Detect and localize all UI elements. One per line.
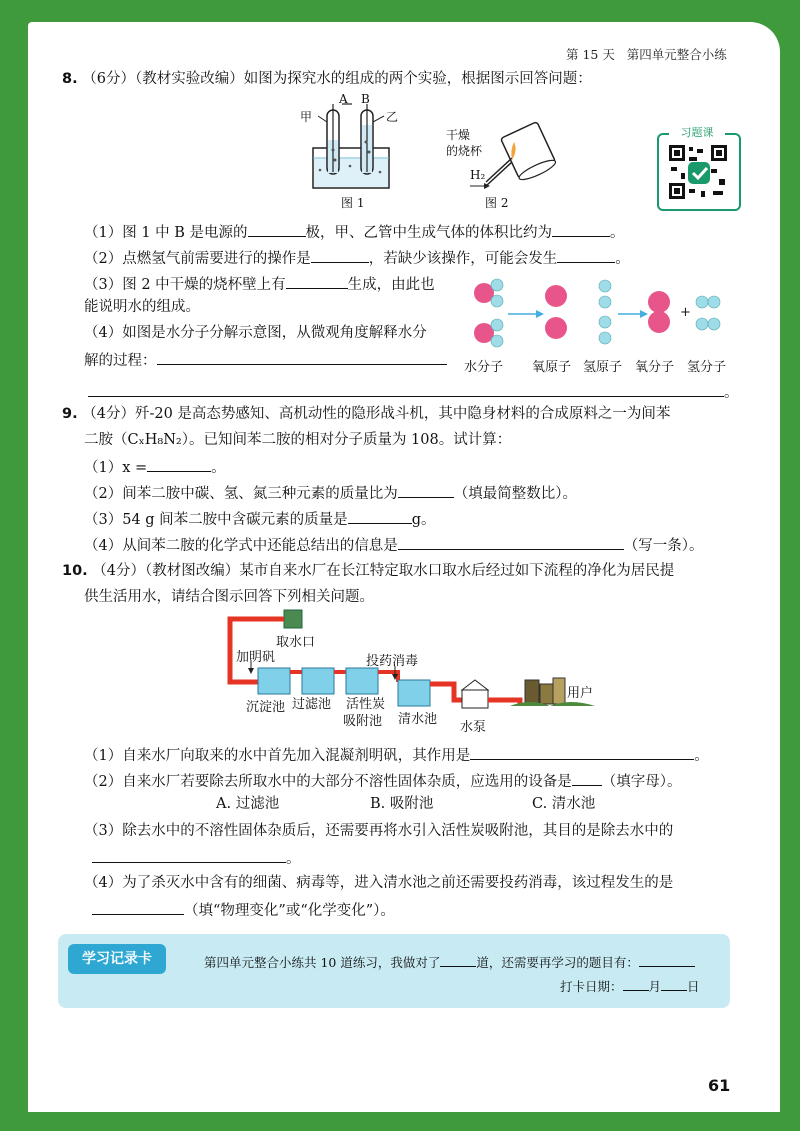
record-blank-correct[interactable] <box>440 954 476 967</box>
q10-blank-2[interactable] <box>572 771 602 786</box>
flow-intake-label: 取水口 <box>276 635 316 650</box>
q9-part3: （3）54 g 间苯二胺中含碳元素的质量是 g。 <box>84 509 435 529</box>
q10-part3: （3）除去水中的不溶性固体杂质后，还需要再将水引入活性炭吸附池，其目的是除去水中的 <box>84 823 674 839</box>
record-blank-review[interactable] <box>639 954 695 967</box>
q10-part4-cont: （填“物理变化”或“化学变化”）。 <box>92 900 395 920</box>
label-hydrogen-atom: 氢原子 <box>583 360 623 375</box>
fig2-h2-label: H₂ <box>470 168 486 182</box>
q10-part1: （1）自来水厂向取来的水中首先加入混凝剂明矾，其作用是 。 <box>84 745 709 765</box>
q8-stem-text: （6分）（教材实验改编）如图为探究水的组成的两个实验，根据图示回答问题： <box>82 71 592 87</box>
q10-blank-3[interactable] <box>92 848 286 863</box>
q10-stem: 10. （4分）（教材图改编）某市自来水厂在长江特定取水口取水后经过如下流程的净化为居民提 <box>62 563 675 579</box>
q10-part3-cont: 。 <box>92 848 301 868</box>
fig1-label-a: A <box>339 92 348 106</box>
fig1-caption: 图 1 <box>341 196 365 210</box>
header-day: 第 15 天 <box>566 47 615 62</box>
q10-option-c: C. 清水池 <box>532 796 596 812</box>
record-line-1: 第四单元整合小练共 10 道练习，我做对了 道，还需要再学习的题目有： <box>204 954 695 972</box>
flow-pump-label: 水泵 <box>460 720 487 735</box>
q9-stem: 9. （4分）歼-20 是高态势感知、高机动性的隐形战斗机，其中隐身材料的合成原料之一为间苯 <box>62 406 671 422</box>
tank-filter <box>302 668 334 694</box>
q8-part4: （4）如图是水分子分解示意图，从微观角度解释水分 <box>84 325 427 341</box>
flow-alum-label: 加明矾 <box>236 650 276 665</box>
flow-carbon-label-2: 吸附池 <box>343 714 383 729</box>
fig2-dry-label-1: 干燥 <box>446 128 471 142</box>
flow-clear-label: 清水池 <box>398 712 438 727</box>
record-blank-month[interactable] <box>623 978 649 991</box>
fig1-label-yi: 乙 <box>386 110 399 124</box>
q10-number: 10. <box>62 563 88 579</box>
fig1-label-jia: 甲 <box>300 110 313 124</box>
q9-part2: （2）间苯二胺中碳、氢、氮三种元素的质量比为 （填最简整数比）。 <box>84 483 577 503</box>
q8-part4-cont: 解的过程： <box>84 350 447 370</box>
q10-option-a: A. 过滤池 <box>216 796 280 812</box>
flow-filter-label: 过滤池 <box>292 697 332 712</box>
qr-label: 习题课 <box>669 125 725 141</box>
tank-clear <box>398 680 430 706</box>
flow-dose-label: 投药消毒 <box>366 654 419 669</box>
study-record-tag: 学习记录卡 <box>68 944 166 974</box>
fig2-caption: 图 2 <box>485 196 509 210</box>
label-water-molecule: 水分子 <box>464 360 504 375</box>
q8-number: 8. <box>62 71 78 87</box>
flow-user-label: 用户 <box>567 686 594 701</box>
q8-part3: （3）图 2 中干燥的烧杯壁上有 生成，由此也 <box>84 274 435 294</box>
q10-stem-cont: 供生活用水，请结合图示回答下列相关问题。 <box>84 589 374 605</box>
q8-part2: （2）点燃氢气前需要进行的操作是 ，若缺少该操作，可能会发生 。 <box>84 248 630 268</box>
tank-carbon <box>346 668 378 694</box>
flow-settle-label: 沉淀池 <box>246 700 286 715</box>
q8-part4-line2: 。 <box>88 382 739 402</box>
q10-part2: （2）自来水厂若要除去所取水中的大部分不溶性固体杂质，应选用的设备是 （填字母）。 <box>84 771 681 791</box>
q10-option-b: B. 吸附池 <box>370 796 434 812</box>
q9-part1: （1）x = 。 <box>84 457 226 477</box>
label-hydrogen-molecule: 氢分子 <box>687 360 727 375</box>
record-line-2: 打卡日期： 月 日 <box>560 979 700 994</box>
q8-part3-cont: 能说明水的组成。 <box>84 299 200 315</box>
q10-blank-4[interactable] <box>92 900 184 915</box>
label-oxygen-molecule: 氧分子 <box>635 360 675 375</box>
q9-number: 9. <box>62 406 78 422</box>
plus-sign: + <box>680 305 691 320</box>
fig2-dry-label-2: 的烧杯 <box>446 144 483 158</box>
header-unit: 第四单元整合小练 <box>626 47 727 62</box>
pump-icon <box>462 680 488 708</box>
q10-part4: （4）为了杀灭水中含有的细菌、病毒等，进入清水池之前还需要投药消毒，该过程发生的是 <box>84 875 674 891</box>
q8-part1: （1）图 1 中 B 是电源的 极，甲、乙管中生成气体的体积比约为 。 <box>84 222 625 242</box>
q10-blank-1[interactable] <box>470 745 694 760</box>
q9-stem-cont: 二胺（CₓH₈N₂）。已知间苯二胺的相对分子质量为 108。试计算： <box>84 432 512 448</box>
record-blank-day[interactable] <box>661 978 687 991</box>
label-oxygen-atom: 氧原子 <box>532 360 572 375</box>
q9-part4: （4）从间苯二胺的化学式中还能总结出的信息是 （写一条）。 <box>84 535 703 555</box>
fig1-label-b: B <box>361 92 370 106</box>
flow-carbon-label-1: 活性炭 <box>346 697 386 712</box>
page-number: 61 <box>708 1076 731 1095</box>
tank-settle <box>258 668 290 694</box>
